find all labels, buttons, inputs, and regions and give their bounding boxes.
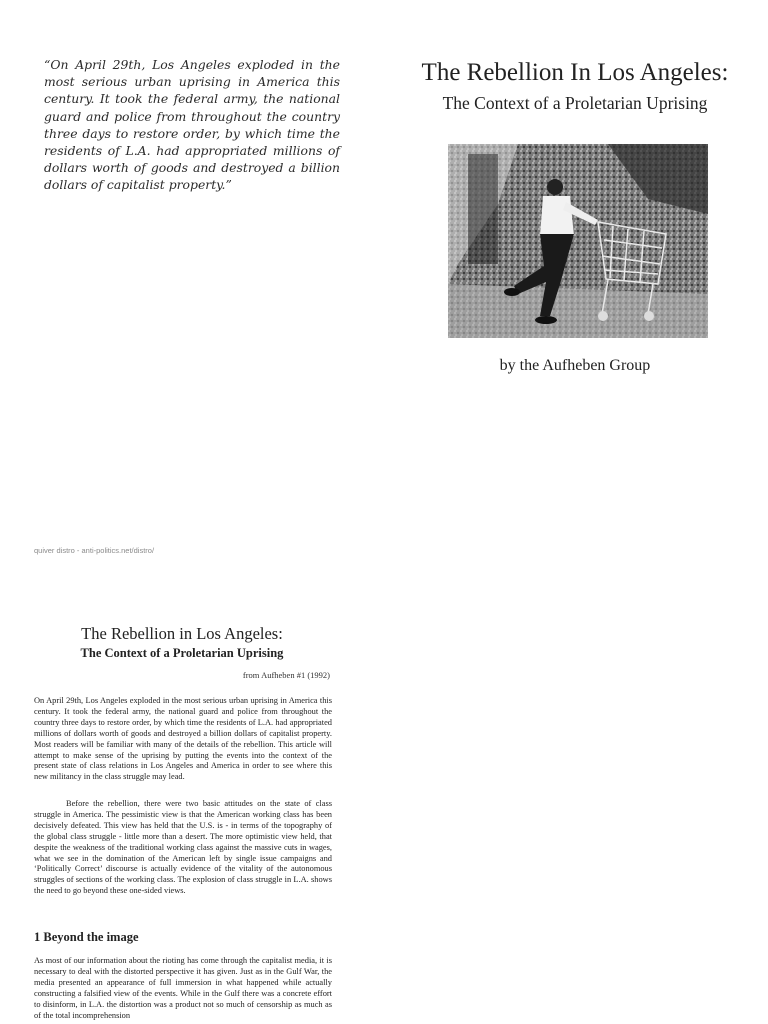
section-heading: 1 Beyond the image [34, 930, 139, 944]
article-paragraph [34, 696, 332, 783]
article-title: The Rebellion in Los Angeles: [81, 624, 283, 643]
distro-credit: quiver distro - anti-politics.net/distro/ [34, 546, 155, 555]
byline: by the Aufheben Group [499, 357, 651, 374]
article-source: from Aufheben #1 (1992) [242, 670, 330, 680]
cover-photo [448, 144, 708, 338]
cover-subtitle: The Context of a Proletarian Uprising [442, 93, 708, 113]
cover-title: The Rebellion In Los Angeles: [421, 59, 729, 86]
paragraph-text: As most of our information about the rioting has come through the capitalist media, it is necessary to deal with the distorted perspective it has given. Just as in the Gulf War, the media presented an appearance of full immersion in what happened while actually constructing a falsified view of the events. While in the Gulf there was a concrete effort to disinform, in L.A. the distortion was a product not so much of censorship as much as of the total incomprehension [34, 956, 332, 1020]
article-paragraph [34, 956, 332, 1021]
paragraph-text: Before the rebellion, there were two basic attitudes on the state of class struggle in America. The pessimistic view is that the American working class has been decisively defeated. This view has held that the U.S. is - in terms of the topography of the global class struggle - little more than a desert. The more optimistic view held, that despite the weakness of the traditional working class against the massive cuts in wages, what we see in the domination of the American left by single issue campaigns and ‘Politically Correct’ discourse is actually evidence of the vitality of the autonomous struggles of sections of the working class. The explosion of class struggle in L.A. shows the need to go beyond these one-sided views. [34, 799, 332, 896]
article-paragraph [34, 799, 332, 897]
article-subtitle: The Context of a Proletarian Uprising [80, 646, 284, 660]
paragraph-text: On April 29th, Los Angeles exploded in the most serious urban uprising in America this century. It took the federal army, the national guard and police from throughout the country three days to restore order, by which time the residents of L.A. had appropriated millions of dollars worth of goods and destroyed a billion dollars of capitalist property. Most readers will be familiar with many of the details of the rebellion. This article will attempt to make sense of the uprising by putting the events into the context of the present state of class relations in Los Angeles and America in order to see where this new militancy in the class struggle may lead. [34, 696, 332, 782]
cover-quote: “On April 29th, Los Angeles exploded in the most serious urban uprising in America this century. It took the federal army, the national guard and police from throughout the country three days to restore order, by which time the residents of L.A. had appropriated millions of dollars worth of goods and destroyed a billion dollars of capitalist property.” [44, 57, 340, 193]
cover-photo-image [448, 144, 708, 338]
